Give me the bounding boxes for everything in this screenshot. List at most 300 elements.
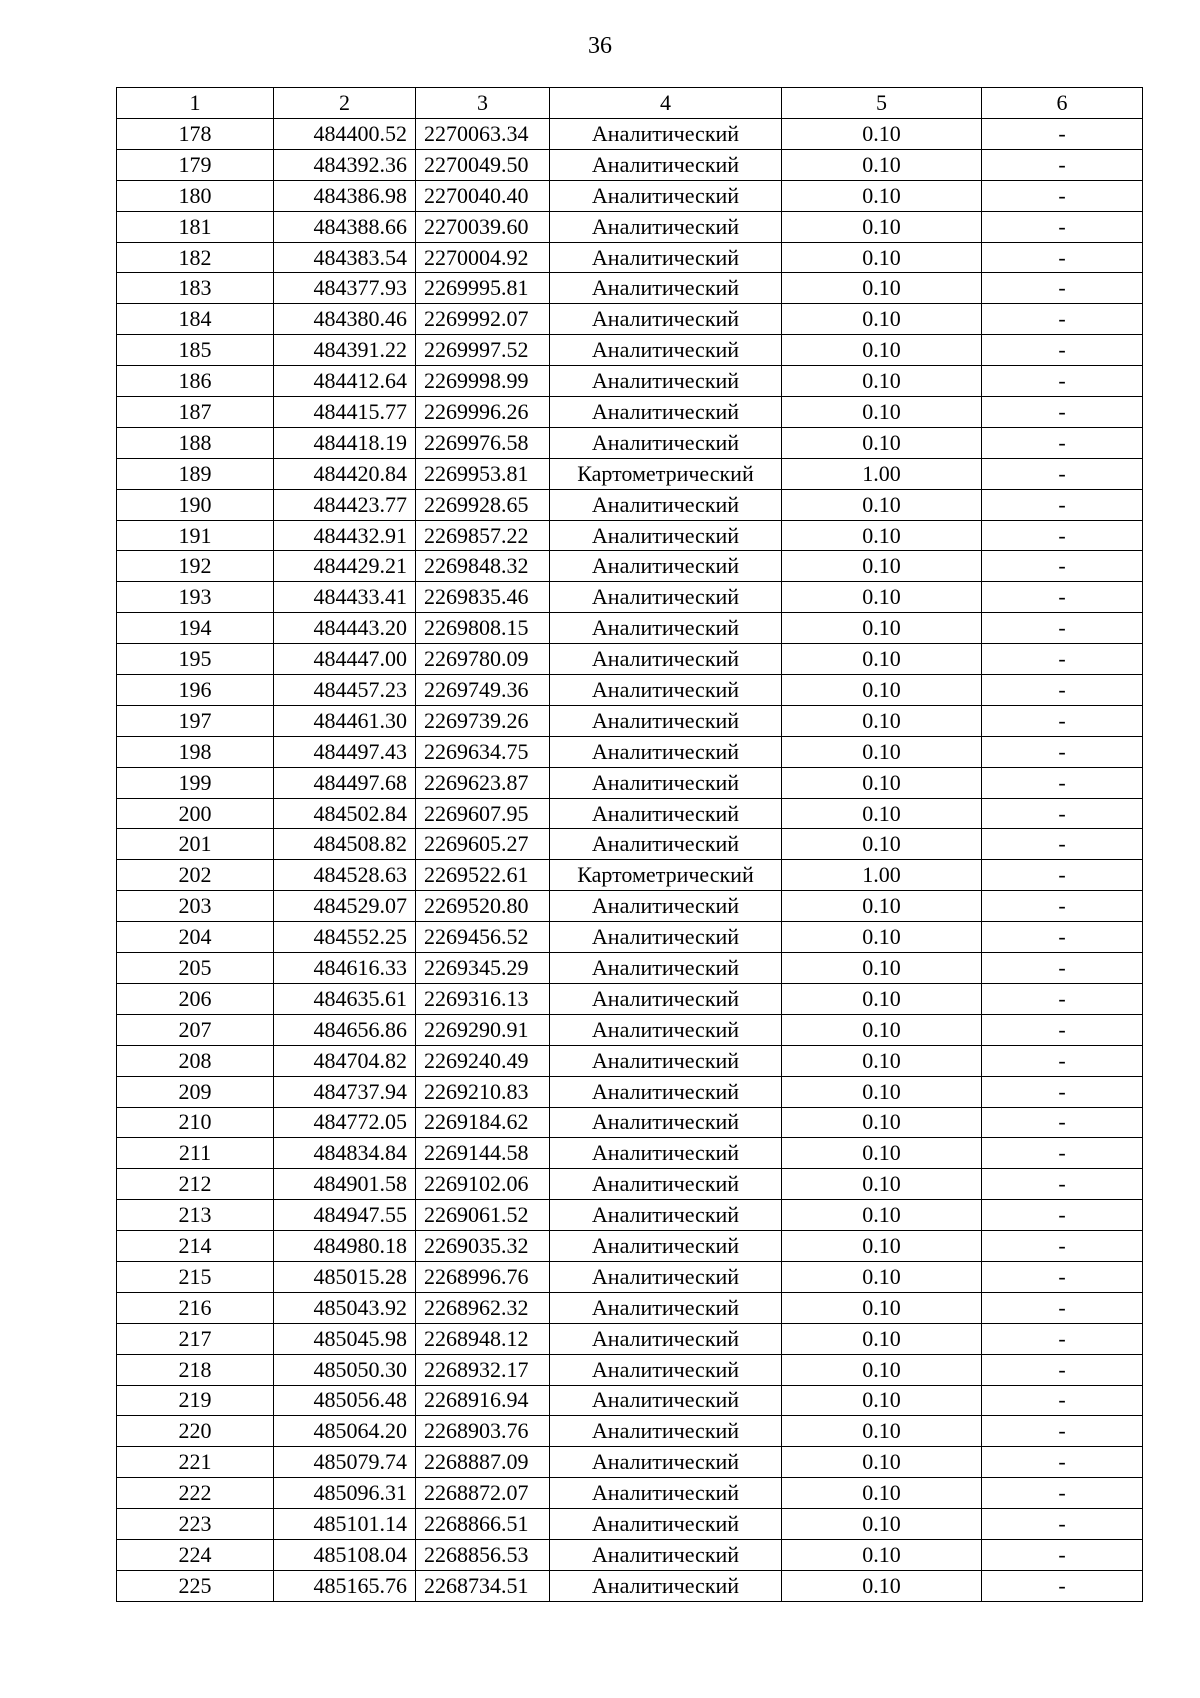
note-cell: - — [982, 983, 1143, 1014]
x-coordinate-cell: 484386.98 — [274, 180, 416, 211]
y-coordinate-cell: 2268932.17 — [416, 1354, 550, 1385]
note-cell: - — [982, 1107, 1143, 1138]
point-number-cell: 200 — [117, 798, 274, 829]
y-coordinate-cell: 2269290.91 — [416, 1014, 550, 1045]
x-coordinate-cell: 484423.77 — [274, 489, 416, 520]
note-cell: - — [982, 242, 1143, 273]
x-coordinate-cell: 484834.84 — [274, 1138, 416, 1169]
x-coordinate-cell: 484415.77 — [274, 397, 416, 428]
point-number-cell: 189 — [117, 458, 274, 489]
table-row — [117, 922, 1143, 953]
y-coordinate-cell: 2269520.80 — [416, 891, 550, 922]
table-row — [117, 705, 1143, 736]
accuracy-cell: 0.10 — [782, 489, 982, 520]
note-cell: - — [982, 366, 1143, 397]
point-number-cell: 223 — [117, 1509, 274, 1540]
y-coordinate-cell: 2269928.65 — [416, 489, 550, 520]
table-row — [117, 1045, 1143, 1076]
method-cell: Аналитический — [550, 1509, 782, 1540]
x-coordinate-cell: 485056.48 — [274, 1385, 416, 1416]
point-number-cell: 222 — [117, 1478, 274, 1509]
accuracy-cell: 0.10 — [782, 335, 982, 366]
y-coordinate-cell: 2268916.94 — [416, 1385, 550, 1416]
table-row — [117, 953, 1143, 984]
x-coordinate-cell: 484383.54 — [274, 242, 416, 273]
method-cell: Картометрический — [550, 860, 782, 891]
point-number-cell: 194 — [117, 613, 274, 644]
accuracy-cell: 0.10 — [782, 582, 982, 613]
accuracy-cell: 0.10 — [782, 551, 982, 582]
y-coordinate-cell: 2268996.76 — [416, 1261, 550, 1292]
point-number-cell: 218 — [117, 1354, 274, 1385]
accuracy-cell: 0.10 — [782, 273, 982, 304]
x-coordinate-cell: 484528.63 — [274, 860, 416, 891]
y-coordinate-cell: 2269749.36 — [416, 675, 550, 706]
point-number-cell: 213 — [117, 1200, 274, 1231]
table-row — [117, 304, 1143, 335]
method-cell: Аналитический — [550, 1447, 782, 1478]
x-coordinate-cell: 484412.64 — [274, 366, 416, 397]
note-cell: - — [982, 397, 1143, 428]
x-coordinate-cell: 484529.07 — [274, 891, 416, 922]
point-number-cell: 199 — [117, 767, 274, 798]
accuracy-cell: 0.10 — [782, 891, 982, 922]
y-coordinate-cell: 2269992.07 — [416, 304, 550, 335]
method-cell: Аналитический — [550, 1045, 782, 1076]
point-number-cell: 181 — [117, 211, 274, 242]
x-coordinate-cell: 485108.04 — [274, 1539, 416, 1570]
note-cell: - — [982, 767, 1143, 798]
point-number-cell: 187 — [117, 397, 274, 428]
point-number-cell: 206 — [117, 983, 274, 1014]
y-coordinate-cell: 2268962.32 — [416, 1292, 550, 1323]
note-cell: - — [982, 613, 1143, 644]
note-cell: - — [982, 1416, 1143, 1447]
table-row — [117, 1509, 1143, 1540]
x-coordinate-cell: 485079.74 — [274, 1447, 416, 1478]
note-cell: - — [982, 922, 1143, 953]
table-row — [117, 1292, 1143, 1323]
x-coordinate-cell: 484457.23 — [274, 675, 416, 706]
x-coordinate-cell: 485015.28 — [274, 1261, 416, 1292]
table-row — [117, 119, 1143, 150]
note-cell: - — [982, 891, 1143, 922]
accuracy-cell: 0.10 — [782, 983, 982, 1014]
column-header: 5 — [782, 88, 982, 119]
note-cell: - — [982, 1323, 1143, 1354]
x-coordinate-cell: 485043.92 — [274, 1292, 416, 1323]
accuracy-cell: 0.10 — [782, 953, 982, 984]
accuracy-cell: 0.10 — [782, 1354, 982, 1385]
method-cell: Аналитический — [550, 582, 782, 613]
point-number-cell: 191 — [117, 520, 274, 551]
accuracy-cell: 0.10 — [782, 1076, 982, 1107]
table-row — [117, 860, 1143, 891]
table-row — [117, 736, 1143, 767]
table-row — [117, 798, 1143, 829]
x-coordinate-cell: 484447.00 — [274, 644, 416, 675]
method-cell: Аналитический — [550, 798, 782, 829]
x-coordinate-cell: 484391.22 — [274, 335, 416, 366]
note-cell: - — [982, 304, 1143, 335]
point-number-cell: 215 — [117, 1261, 274, 1292]
y-coordinate-cell: 2270040.40 — [416, 180, 550, 211]
table-row — [117, 1261, 1143, 1292]
method-cell: Аналитический — [550, 736, 782, 767]
table-row — [117, 1416, 1143, 1447]
x-coordinate-cell: 484400.52 — [274, 119, 416, 150]
table-row — [117, 211, 1143, 242]
y-coordinate-cell: 2268887.09 — [416, 1447, 550, 1478]
note-cell: - — [982, 1385, 1143, 1416]
y-coordinate-cell: 2269316.13 — [416, 983, 550, 1014]
accuracy-cell: 0.10 — [782, 1169, 982, 1200]
x-coordinate-cell: 484497.68 — [274, 767, 416, 798]
x-coordinate-cell: 484616.33 — [274, 953, 416, 984]
y-coordinate-cell: 2270039.60 — [416, 211, 550, 242]
y-coordinate-cell: 2270049.50 — [416, 149, 550, 180]
column-header: 6 — [982, 88, 1143, 119]
x-coordinate-cell: 484901.58 — [274, 1169, 416, 1200]
x-coordinate-cell: 484377.93 — [274, 273, 416, 304]
column-header: 2 — [274, 88, 416, 119]
method-cell: Аналитический — [550, 304, 782, 335]
accuracy-cell: 0.10 — [782, 1509, 982, 1540]
table-row — [117, 1231, 1143, 1262]
accuracy-cell: 0.10 — [782, 829, 982, 860]
accuracy-cell: 0.10 — [782, 1045, 982, 1076]
accuracy-cell: 0.10 — [782, 1200, 982, 1231]
note-cell: - — [982, 736, 1143, 767]
point-number-cell: 214 — [117, 1231, 274, 1262]
note-cell: - — [982, 551, 1143, 582]
y-coordinate-cell: 2269456.52 — [416, 922, 550, 953]
y-coordinate-cell: 2269848.32 — [416, 551, 550, 582]
table-row — [117, 1354, 1143, 1385]
table-row — [117, 1385, 1143, 1416]
method-cell: Аналитический — [550, 891, 782, 922]
x-coordinate-cell: 484432.91 — [274, 520, 416, 551]
point-number-cell: 217 — [117, 1323, 274, 1354]
page-number: 36 — [588, 33, 612, 59]
method-cell: Аналитический — [550, 1076, 782, 1107]
y-coordinate-cell: 2269997.52 — [416, 335, 550, 366]
y-coordinate-cell: 2269184.62 — [416, 1107, 550, 1138]
accuracy-cell: 0.10 — [782, 1447, 982, 1478]
point-number-cell: 205 — [117, 953, 274, 984]
y-coordinate-cell: 2268872.07 — [416, 1478, 550, 1509]
x-coordinate-cell: 484418.19 — [274, 427, 416, 458]
note-cell: - — [982, 1045, 1143, 1076]
y-coordinate-cell: 2268734.51 — [416, 1570, 550, 1601]
point-number-cell: 201 — [117, 829, 274, 860]
note-cell: - — [982, 1014, 1143, 1045]
x-coordinate-cell: 485045.98 — [274, 1323, 416, 1354]
note-cell: - — [982, 119, 1143, 150]
accuracy-cell: 0.10 — [782, 922, 982, 953]
point-number-cell: 207 — [117, 1014, 274, 1045]
x-coordinate-cell: 484502.84 — [274, 798, 416, 829]
table-row — [117, 983, 1143, 1014]
note-cell: - — [982, 953, 1143, 984]
point-number-cell: 224 — [117, 1539, 274, 1570]
method-cell: Аналитический — [550, 1539, 782, 1570]
note-cell: - — [982, 211, 1143, 242]
method-cell: Аналитический — [550, 211, 782, 242]
point-number-cell: 185 — [117, 335, 274, 366]
method-cell: Аналитический — [550, 644, 782, 675]
method-cell: Аналитический — [550, 242, 782, 273]
x-coordinate-cell: 485096.31 — [274, 1478, 416, 1509]
note-cell: - — [982, 1200, 1143, 1231]
table-row — [117, 1014, 1143, 1045]
x-coordinate-cell: 484508.82 — [274, 829, 416, 860]
y-coordinate-cell: 2269240.49 — [416, 1045, 550, 1076]
table-row — [117, 427, 1143, 458]
method-cell: Аналитический — [550, 335, 782, 366]
table-row — [117, 1138, 1143, 1169]
accuracy-cell: 0.10 — [782, 705, 982, 736]
table-row — [117, 242, 1143, 273]
table-row — [117, 829, 1143, 860]
accuracy-cell: 0.10 — [782, 1261, 982, 1292]
note-cell: - — [982, 1509, 1143, 1540]
accuracy-cell: 0.10 — [782, 366, 982, 397]
note-cell: - — [982, 1169, 1143, 1200]
method-cell: Картометрический — [550, 458, 782, 489]
accuracy-cell: 0.10 — [782, 1231, 982, 1262]
x-coordinate-cell: 484704.82 — [274, 1045, 416, 1076]
point-number-cell: 188 — [117, 427, 274, 458]
y-coordinate-cell: 2268866.51 — [416, 1509, 550, 1540]
accuracy-cell: 0.10 — [782, 180, 982, 211]
table-row — [117, 180, 1143, 211]
note-cell: - — [982, 1261, 1143, 1292]
method-cell: Аналитический — [550, 1231, 782, 1262]
table-row — [117, 458, 1143, 489]
y-coordinate-cell: 2269857.22 — [416, 520, 550, 551]
y-coordinate-cell: 2269995.81 — [416, 273, 550, 304]
note-cell: - — [982, 427, 1143, 458]
note-cell: - — [982, 829, 1143, 860]
note-cell: - — [982, 582, 1143, 613]
y-coordinate-cell: 2268903.76 — [416, 1416, 550, 1447]
method-cell: Аналитический — [550, 1570, 782, 1601]
note-cell: - — [982, 1292, 1143, 1323]
note-cell: - — [982, 798, 1143, 829]
method-cell: Аналитический — [550, 983, 782, 1014]
y-coordinate-cell: 2269808.15 — [416, 613, 550, 644]
point-number-cell: 210 — [117, 1107, 274, 1138]
point-number-cell: 196 — [117, 675, 274, 706]
method-cell: Аналитический — [550, 705, 782, 736]
method-cell: Аналитический — [550, 489, 782, 520]
method-cell: Аналитический — [550, 149, 782, 180]
accuracy-cell: 0.10 — [782, 427, 982, 458]
note-cell: - — [982, 1570, 1143, 1601]
note-cell: - — [982, 149, 1143, 180]
x-coordinate-cell: 484552.25 — [274, 922, 416, 953]
accuracy-cell: 0.10 — [782, 1416, 982, 1447]
accuracy-cell: 0.10 — [782, 1014, 982, 1045]
table-row — [117, 675, 1143, 706]
x-coordinate-cell: 485050.30 — [274, 1354, 416, 1385]
table-row — [117, 366, 1143, 397]
y-coordinate-cell: 2269607.95 — [416, 798, 550, 829]
point-number-cell: 212 — [117, 1169, 274, 1200]
accuracy-cell: 0.10 — [782, 119, 982, 150]
point-number-cell: 225 — [117, 1570, 274, 1601]
y-coordinate-cell: 2269522.61 — [416, 860, 550, 891]
table-row — [117, 1169, 1143, 1200]
table-row — [117, 1200, 1143, 1231]
point-number-cell: 179 — [117, 149, 274, 180]
point-number-cell: 204 — [117, 922, 274, 953]
method-cell: Аналитический — [550, 1107, 782, 1138]
note-cell: - — [982, 644, 1143, 675]
y-coordinate-cell: 2269623.87 — [416, 767, 550, 798]
note-cell: - — [982, 1539, 1143, 1570]
point-number-cell: 193 — [117, 582, 274, 613]
method-cell: Аналитический — [550, 829, 782, 860]
y-coordinate-cell: 2269035.32 — [416, 1231, 550, 1262]
accuracy-cell: 0.10 — [782, 149, 982, 180]
accuracy-cell: 0.10 — [782, 613, 982, 644]
accuracy-cell: 0.10 — [782, 736, 982, 767]
method-cell: Аналитический — [550, 675, 782, 706]
x-coordinate-cell: 484497.43 — [274, 736, 416, 767]
x-coordinate-cell: 484420.84 — [274, 458, 416, 489]
y-coordinate-cell: 2269634.75 — [416, 736, 550, 767]
x-coordinate-cell: 484635.61 — [274, 983, 416, 1014]
accuracy-cell: 1.00 — [782, 860, 982, 891]
method-cell: Аналитический — [550, 1323, 782, 1354]
point-number-cell: 220 — [117, 1416, 274, 1447]
accuracy-cell: 0.10 — [782, 767, 982, 798]
method-cell: Аналитический — [550, 1138, 782, 1169]
accuracy-cell: 0.10 — [782, 304, 982, 335]
x-coordinate-cell: 484429.21 — [274, 551, 416, 582]
note-cell: - — [982, 675, 1143, 706]
point-number-cell: 216 — [117, 1292, 274, 1323]
x-coordinate-cell: 485165.76 — [274, 1570, 416, 1601]
accuracy-cell: 1.00 — [782, 458, 982, 489]
point-number-cell: 182 — [117, 242, 274, 273]
method-cell: Аналитический — [550, 551, 782, 582]
point-number-cell: 209 — [117, 1076, 274, 1107]
method-cell: Аналитический — [550, 1169, 782, 1200]
table-body — [117, 119, 1143, 1602]
table-row — [117, 149, 1143, 180]
x-coordinate-cell: 484388.66 — [274, 211, 416, 242]
x-coordinate-cell: 484392.36 — [274, 149, 416, 180]
accuracy-cell: 0.10 — [782, 1570, 982, 1601]
accuracy-cell: 0.10 — [782, 798, 982, 829]
table-row — [117, 551, 1143, 582]
method-cell: Аналитический — [550, 613, 782, 644]
table-row — [117, 1323, 1143, 1354]
method-cell: Аналитический — [550, 1478, 782, 1509]
note-cell: - — [982, 1231, 1143, 1262]
method-cell: Аналитический — [550, 366, 782, 397]
note-cell: - — [982, 1354, 1143, 1385]
table-row — [117, 489, 1143, 520]
y-coordinate-cell: 2269739.26 — [416, 705, 550, 736]
method-cell: Аналитический — [550, 273, 782, 304]
y-coordinate-cell: 2269998.99 — [416, 366, 550, 397]
x-coordinate-cell: 484772.05 — [274, 1107, 416, 1138]
point-number-cell: 211 — [117, 1138, 274, 1169]
point-number-cell: 184 — [117, 304, 274, 335]
method-cell: Аналитический — [550, 397, 782, 428]
note-cell: - — [982, 1478, 1143, 1509]
x-coordinate-cell: 484380.46 — [274, 304, 416, 335]
y-coordinate-cell: 2269102.06 — [416, 1169, 550, 1200]
coordinates-table — [116, 87, 1143, 1602]
x-coordinate-cell: 485064.20 — [274, 1416, 416, 1447]
accuracy-cell: 0.10 — [782, 520, 982, 551]
x-coordinate-cell: 484656.86 — [274, 1014, 416, 1045]
y-coordinate-cell: 2268948.12 — [416, 1323, 550, 1354]
accuracy-cell: 0.10 — [782, 1539, 982, 1570]
accuracy-cell: 0.10 — [782, 675, 982, 706]
table-row — [117, 520, 1143, 551]
table-row — [117, 1539, 1143, 1570]
point-number-cell: 198 — [117, 736, 274, 767]
note-cell: - — [982, 1447, 1143, 1478]
column-header: 4 — [550, 88, 782, 119]
point-number-cell: 208 — [117, 1045, 274, 1076]
table-row — [117, 644, 1143, 675]
point-number-cell: 221 — [117, 1447, 274, 1478]
column-header: 3 — [416, 88, 550, 119]
note-cell: - — [982, 705, 1143, 736]
accuracy-cell: 0.10 — [782, 1107, 982, 1138]
note-cell: - — [982, 458, 1143, 489]
y-coordinate-cell: 2269996.26 — [416, 397, 550, 428]
method-cell: Аналитический — [550, 1416, 782, 1447]
x-coordinate-cell: 485101.14 — [274, 1509, 416, 1540]
x-coordinate-cell: 484461.30 — [274, 705, 416, 736]
method-cell: Аналитический — [550, 1261, 782, 1292]
y-coordinate-cell: 2269953.81 — [416, 458, 550, 489]
x-coordinate-cell: 484737.94 — [274, 1076, 416, 1107]
note-cell: - — [982, 489, 1143, 520]
table-row — [117, 767, 1143, 798]
note-cell: - — [982, 520, 1143, 551]
table-row — [117, 613, 1143, 644]
y-coordinate-cell: 2269605.27 — [416, 829, 550, 860]
method-cell: Аналитический — [550, 1385, 782, 1416]
method-cell: Аналитический — [550, 427, 782, 458]
point-number-cell: 180 — [117, 180, 274, 211]
point-number-cell: 186 — [117, 366, 274, 397]
point-number-cell: 192 — [117, 551, 274, 582]
table-header-row — [117, 88, 1143, 119]
y-coordinate-cell: 2269061.52 — [416, 1200, 550, 1231]
method-cell: Аналитический — [550, 1200, 782, 1231]
point-number-cell: 203 — [117, 891, 274, 922]
accuracy-cell: 0.10 — [782, 1292, 982, 1323]
y-coordinate-cell: 2269976.58 — [416, 427, 550, 458]
accuracy-cell: 0.10 — [782, 211, 982, 242]
table-row — [117, 273, 1143, 304]
accuracy-cell: 0.10 — [782, 397, 982, 428]
method-cell: Аналитический — [550, 1354, 782, 1385]
table-row — [117, 1447, 1143, 1478]
table-row — [117, 582, 1143, 613]
x-coordinate-cell: 484443.20 — [274, 613, 416, 644]
